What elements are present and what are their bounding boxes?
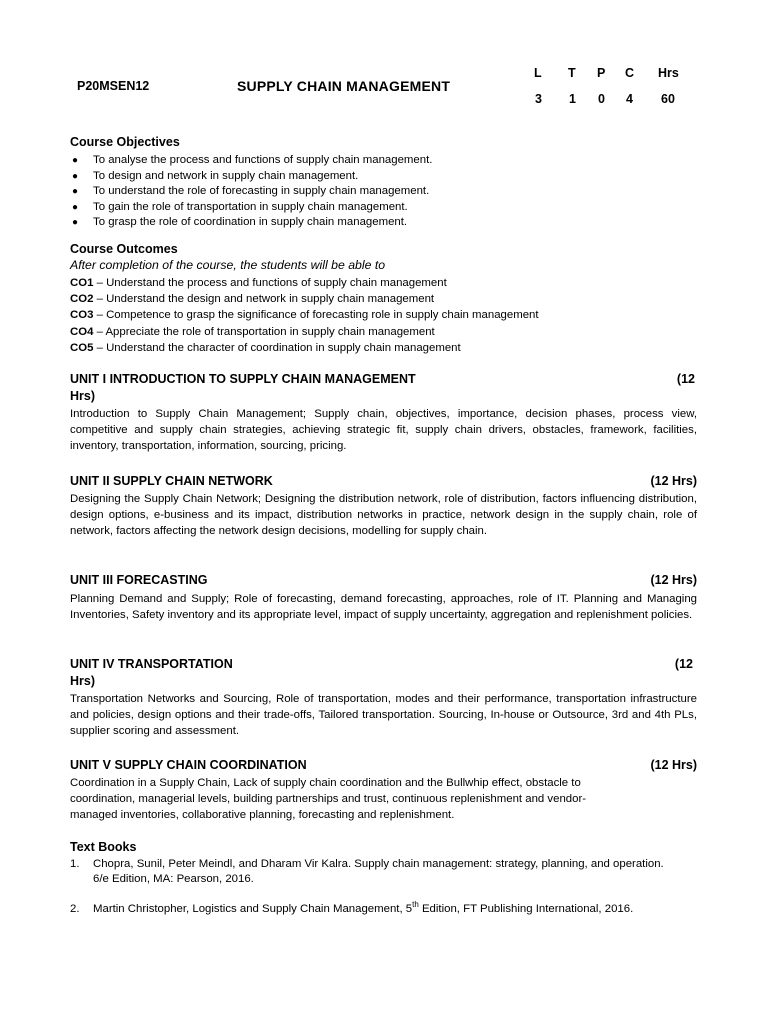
textbooks-heading: Text Books <box>70 840 137 854</box>
credit-header-p: P <box>597 66 606 80</box>
unit-5-title: UNIT V SUPPLY CHAIN COORDINATION <box>70 758 307 772</box>
credit-header-c: C <box>625 66 635 80</box>
unit-4-hours: (12 <box>674 657 693 671</box>
course-title: SUPPLY CHAIN MANAGEMENT <box>237 78 451 94</box>
unit-2-hours: (12 Hrs) <box>650 474 697 488</box>
objective-item: ● To gain the role of transportation in supply chain management. <box>70 200 697 216</box>
objective-item: ● To understand the role of forecasting in supply chain management. <box>70 184 697 200</box>
bullet-icon: ● <box>72 155 79 166</box>
unit-5-content <box>70 775 697 824</box>
unit-2-heading <box>70 474 697 488</box>
textbook-item: 1. Chopra, Sunil, Peter Meindl, and Dharam Vir Kalra. Supply chain management: strategy, planning, and operation. 6/e Edition, MA: Pearson, 2016. <box>70 858 664 886</box>
outcomes-intro: After completion of the course, the students will be able to <box>70 258 386 272</box>
textbook-item: 2. Martin Christopher, Logistics and Supply Chain Management, 5th Edition, FT Publishing International, 2016. <box>70 900 634 915</box>
unit-5-hours: (12 Hrs) <box>650 758 697 772</box>
credit-value-t: 1 <box>569 92 576 106</box>
outcomes-heading: Course Outcomes <box>70 242 178 256</box>
unit-3-content: Planning Demand and Supply; Role of forecasting, demand forecasting, approaches, role of IT. Planning and Managing Inventories, Safety inventory and its appropriate level, impact of supply uncertainty, aggregation and replenishment policies. <box>70 593 697 622</box>
credit-value-p: 0 <box>598 92 605 106</box>
objectives-list <box>70 153 697 231</box>
course-code: P20MSEN12 <box>77 79 150 93</box>
unit-1-hours-cont: Hrs) <box>70 389 96 403</box>
objective-item: ● To analyse the process and functions of supply chain management. <box>70 153 697 169</box>
unit-4-title: UNIT IV TRANSPORTATION <box>70 657 233 671</box>
credit-value-l: 3 <box>535 92 542 106</box>
objective-item: ● To grasp the role of coordination in supply chain management. <box>70 215 697 231</box>
unit-4-hours-cont: Hrs) <box>70 674 96 688</box>
unit-1-title: UNIT I INTRODUCTION TO SUPPLY CHAIN MANAGEMENT <box>70 372 416 386</box>
outcome-item: CO1 – Understand the process and functions of supply chain management <box>70 277 447 289</box>
unit-5-heading <box>70 758 697 772</box>
outcomes-list <box>70 275 697 356</box>
bullet-icon: ● <box>72 170 79 182</box>
objectives-heading: Course Objectives <box>70 135 180 149</box>
unit-2-title: UNIT II SUPPLY CHAIN NETWORK <box>70 474 273 488</box>
unit-1-content: Introduction to Supply Chain Management; Supply chain, objectives, importance, decision phases, process view, competitive and supply chain strategies, achieving strategic fit, supply chain drivers, obstacles, framework, facilities, inventory, transportation, information, sourcing, pricing. <box>70 408 697 453</box>
unit-5-line: coordination, managerial levels, building partnerships and trust, continuous replenishment and vendor- <box>70 793 587 806</box>
objective-item: ● To design and network in supply chain management. <box>70 169 697 185</box>
unit-1-heading <box>70 372 697 386</box>
unit-3-heading <box>70 573 697 587</box>
outcome-item: CO2 – Understand the design and network in supply chain management <box>70 293 435 306</box>
unit-1-hours: (12 <box>676 372 695 386</box>
unit-4-content: Transportation Networks and Sourcing, Role of transportation, modes and their performance, transportation infrastructure and policies, design options and their trade-offs, Tailored transportation. Sourcing, In-house or Outsource, 3rd and 4th PLs, supplier scoring and assessment. <box>70 693 697 738</box>
unit-3-hours: (12 Hrs) <box>650 573 697 587</box>
credit-header-l: L <box>534 66 542 80</box>
credit-header-t: T <box>568 66 576 80</box>
bullet-icon: ● <box>72 186 79 198</box>
credit-value-hrs: 60 <box>661 92 675 106</box>
unit-5-line: managed inventories, collaborative planning, forecasting and replenishment. <box>70 809 455 822</box>
unit-4-heading <box>70 657 697 671</box>
unit-2-content: Designing the Supply Chain Network; Designing the distribution network, role of distribution, factors influencing distribution, design options, e-business and its impact, distribution networks in practice, network design in the supply chain, role of network, factors affecting the network design decisions, modelling for supply chain. <box>70 493 697 538</box>
bullet-icon: ● <box>72 217 79 229</box>
outcome-item: CO4 – Appreciate the role of transportation in supply chain management <box>70 325 435 338</box>
unit-5-line: Coordination in a Supply Chain, Lack of supply chain coordination and the Bullwhip effect, obstacle to <box>70 777 581 789</box>
credit-value-c: 4 <box>626 92 633 106</box>
bullet-icon: ● <box>72 201 79 213</box>
unit-3-title: UNIT III FORECASTING <box>70 573 208 587</box>
outcome-item: CO5 – Understand the character of coordination in supply chain management <box>70 341 461 354</box>
outcome-item: CO3 – Competence to grasp the significance of forecasting role in supply chain management <box>70 309 539 322</box>
textbooks-list <box>70 857 690 917</box>
credit-header-hrs: Hrs <box>658 66 679 80</box>
